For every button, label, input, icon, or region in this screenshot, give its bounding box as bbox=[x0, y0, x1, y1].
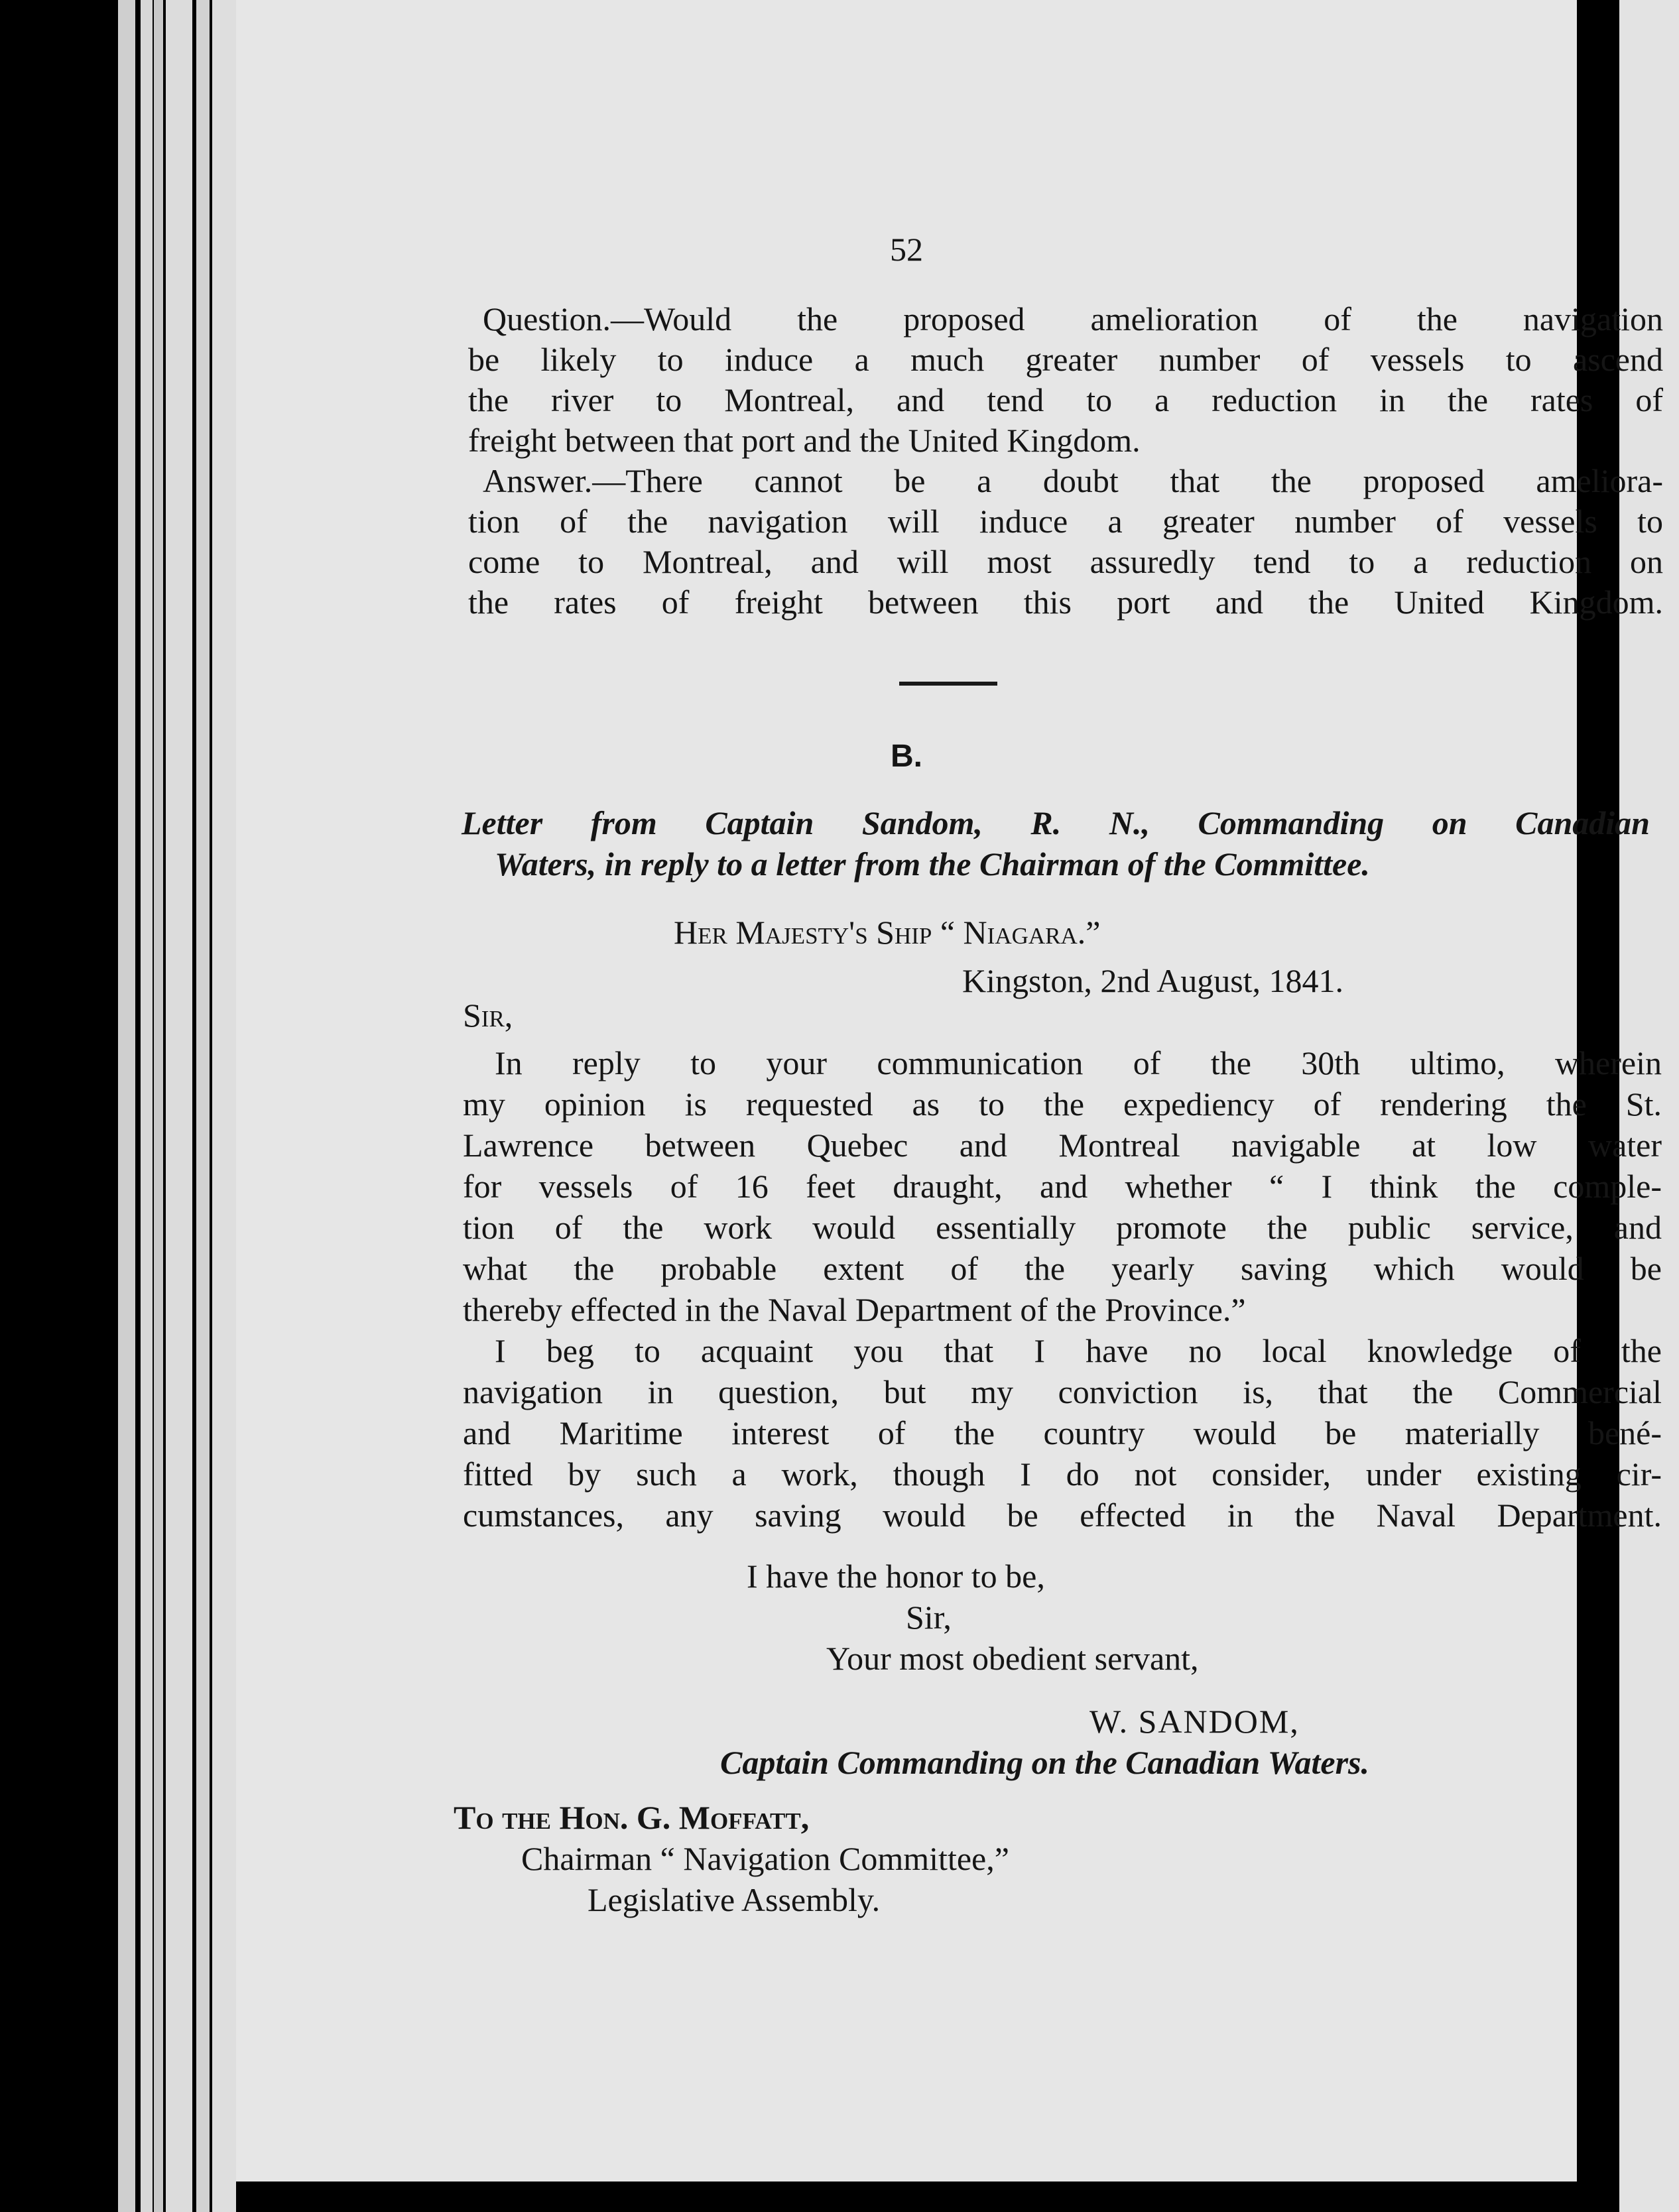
page-edge-strip bbox=[154, 0, 163, 2212]
salutation: Sir, bbox=[463, 997, 513, 1034]
section-divider bbox=[899, 682, 997, 686]
question-line: be likely to induce a much greater number of vessels to ascend bbox=[468, 341, 1663, 378]
closing-line: Your most obedient servant, bbox=[826, 1640, 1199, 1677]
page-edge-strip bbox=[141, 0, 153, 2212]
page-edge-strip bbox=[166, 0, 192, 2212]
answer-line: tion of the navigation will induce a greater number of vessels to bbox=[468, 503, 1663, 540]
page-edge-strip bbox=[118, 0, 135, 2212]
signature: W. SANDOM, bbox=[1089, 1703, 1300, 1740]
page-edge-strip bbox=[212, 0, 236, 2212]
letter-body-line: and Maritime interest of the country would be materially bené- bbox=[463, 1414, 1662, 1451]
signature-title: Captain Commanding on the Canadian Waters. bbox=[720, 1744, 1369, 1781]
addressee-line: To the Hon. G. Moffatt, bbox=[454, 1799, 810, 1836]
question-line: the river to Montreal, and tend to a reduction in the rates of bbox=[468, 381, 1663, 418]
letter-title-line: Letter from Captain Sandom, R. N., Commanding on Canadian bbox=[462, 804, 1650, 841]
addressee-line: Chairman “ Navigation Committee,” bbox=[521, 1840, 1009, 1877]
closing-line: I have the honor to be, bbox=[747, 1558, 1045, 1595]
letter-body-line: what the probable extent of the yearly saving which would be bbox=[463, 1250, 1662, 1287]
closing-line: Sir, bbox=[906, 1599, 952, 1636]
answer-line: Answer.—There cannot be a doubt that the proposed ameliora- bbox=[483, 462, 1663, 499]
ship-heading: Her Majesty's Ship “ Niagara.” bbox=[674, 914, 1101, 951]
page-edge-strip bbox=[196, 0, 210, 2212]
addressee-line: Legislative Assembly. bbox=[588, 1881, 881, 1918]
letter-body-line: In reply to your communication of the 30th ultimo, wherein bbox=[495, 1044, 1662, 1081]
letter-body-line: cumstances, any saving would be effected in the Naval Department. bbox=[463, 1497, 1662, 1534]
answer-line: the rates of freight between this port and the United Kingdom. bbox=[468, 584, 1663, 621]
letter-body-line: navigation in question, but my conviction is, that the Commercial bbox=[463, 1373, 1662, 1410]
page-number: 52 bbox=[890, 231, 923, 268]
letter-date: Kingston, 2nd August, 1841. bbox=[962, 962, 1344, 999]
letter-body-line: Lawrence between Quebec and Montreal navigable at low water bbox=[463, 1127, 1662, 1164]
letter-body-line: thereby effected in the Naval Department of the Province.” bbox=[463, 1291, 1246, 1328]
document-page bbox=[236, 0, 1663, 2181]
letter-body-line: fitted by such a work, though I do not consider, under existing cir- bbox=[463, 1455, 1662, 1493]
question-line: Question.—Would the proposed amelioration of the navigation bbox=[483, 300, 1663, 338]
letter-body-line: tion of the work would essentially promote the public service, and bbox=[463, 1209, 1662, 1246]
question-line: freight between that port and the United Kingdom. bbox=[468, 422, 1141, 459]
letter-body-line: I beg to acquaint you that I have no local knowledge of the bbox=[495, 1332, 1662, 1369]
section-heading: B. bbox=[891, 739, 922, 774]
answer-line: come to Montreal, and will most assuredly tend to a reduction on bbox=[468, 543, 1663, 580]
letter-body-line: my opinion is requested as to the expediency of rendering the St. bbox=[463, 1085, 1662, 1123]
letter-title-line: Waters, in reply to a letter from the Chairman of the Committee. bbox=[495, 845, 1370, 883]
letter-body-line: for vessels of 16 feet draught, and whether “ I think the comple- bbox=[463, 1168, 1662, 1205]
